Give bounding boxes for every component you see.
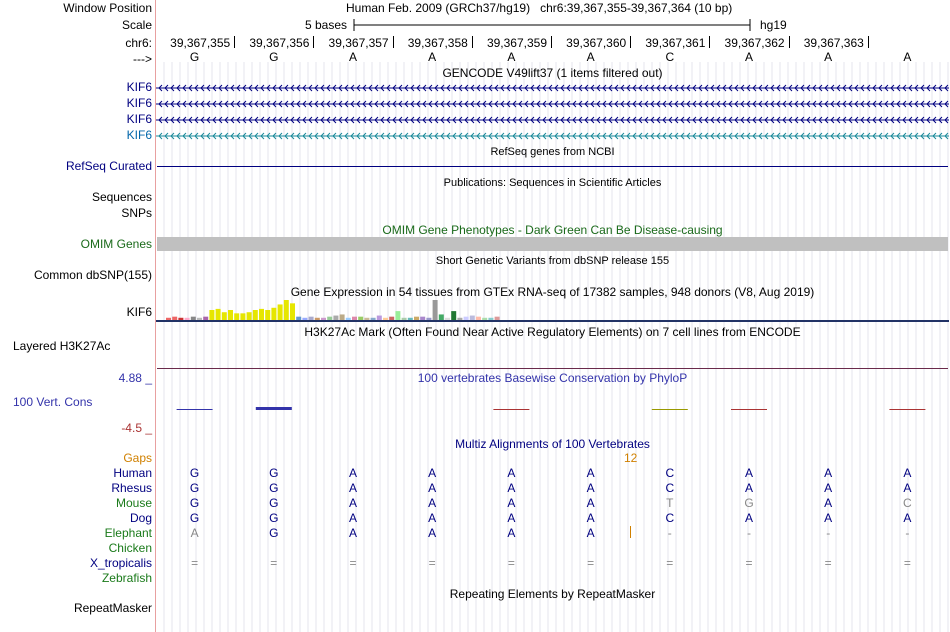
gtex-tissue-bar: [495, 317, 500, 320]
alignment-base: A: [824, 496, 833, 510]
ruler-tick: [551, 36, 552, 48]
omim-track-label[interactable]: OMIM Genes: [80, 237, 152, 251]
gtex-tissue-bar: [439, 314, 444, 320]
alignment-base: -: [747, 526, 751, 540]
alignment-base: G: [269, 526, 279, 540]
scale-bar: [353, 18, 753, 32]
ruler-position-label: 39,367,357: [328, 36, 389, 50]
alignment-base: A: [507, 466, 516, 480]
gtex-tissue-bar: [302, 318, 307, 320]
alignment-base: -: [905, 526, 910, 540]
gtex-tissue-bar: [464, 317, 469, 320]
refseq-line[interactable]: [157, 166, 948, 167]
gtex-tissue-bar: [414, 317, 419, 320]
phylop-score-mark: [889, 409, 925, 410]
gene-model-kif6: [156, 101, 949, 107]
alignment-base: A: [428, 496, 437, 510]
gtex-tissue-bar: [420, 317, 425, 320]
omim-track-title: OMIM Gene Phenotypes - Dark Green Can Be Disease-causing: [382, 223, 723, 237]
ruler-position-label: 39,367,359: [486, 36, 547, 50]
gtex-track-label[interactable]: KIF6: [126, 305, 152, 319]
gtex-tissue-bar: [197, 318, 202, 320]
alignment-base: =: [428, 556, 436, 570]
assembly-name: Human Feb. 2009 (GRCh37/hg19): [346, 1, 531, 15]
reference-base: A: [428, 50, 437, 64]
gtex-tissue-bar: [371, 318, 376, 320]
db-label: hg19: [760, 18, 787, 32]
ruler-position-label: 39,367,362: [724, 36, 785, 50]
refseq-track-title: RefSeq genes from NCBI: [490, 146, 615, 158]
gtex-tissue-bar: [253, 310, 258, 320]
reference-base: A: [903, 50, 912, 64]
repeatmasker-track-title: Repeating Elements by RepeatMasker: [449, 587, 656, 601]
ruler-position-label: 39,367,356: [249, 36, 310, 50]
reference-base: A: [586, 50, 595, 64]
alignment-base: =: [903, 556, 911, 570]
alignment-base: A: [348, 511, 357, 525]
gtex-tissue-bar: [247, 312, 252, 320]
gtex-tissue-bar: [216, 309, 221, 320]
gtex-tissue-bar: [457, 318, 462, 320]
gtex-tissue-bar: [284, 300, 289, 320]
position-readout: chr6:39,367,355-39,367,364 (10 bp): [540, 1, 733, 15]
alignment-base: =: [349, 556, 357, 570]
ruler-tick: [709, 36, 710, 48]
phylop-score-mark: [493, 409, 529, 410]
gtex-tissue-bar: [333, 316, 338, 320]
omim-feature-bar[interactable]: [157, 237, 948, 251]
alignment-base: A: [903, 511, 912, 525]
gtex-tissue-bar: [315, 318, 320, 320]
gtex-tissue-bar: [445, 318, 450, 320]
species-label-chicken[interactable]: Chicken: [108, 541, 152, 555]
alignment-base: G: [269, 466, 279, 480]
alignment-base: A: [586, 511, 595, 525]
species-label-human[interactable]: Human: [113, 466, 152, 480]
alignment-base: A: [744, 511, 753, 525]
dbsnp-track-label[interactable]: Common dbSNP(155): [33, 268, 152, 282]
h3k27ac-track-title: H3K27Ac Mark (Often Found Near Active Regulatory Elements) on 7 cell lines from ENCODE: [304, 325, 801, 339]
gtex-tissue-bar: [228, 310, 233, 320]
gtex-tissue-bar: [451, 311, 456, 320]
alignment-base: G: [189, 511, 200, 525]
reference-base: G: [189, 50, 200, 64]
publications-track-title: Publications: Sequences in Scientific Articles: [443, 177, 662, 189]
alignment-base: G: [269, 496, 279, 510]
phylop-max-label: 4.88 _: [118, 371, 152, 385]
alignment-base: A: [586, 466, 595, 480]
alignment-base: G: [269, 481, 279, 495]
gtex-tissue-bar: [358, 317, 363, 320]
species-label-dog[interactable]: Dog: [129, 511, 152, 525]
gtex-tissue-bar: [395, 311, 400, 320]
alignment-base: A: [744, 481, 753, 495]
gtex-tissue-bar: [426, 318, 431, 320]
alignment-base: G: [189, 481, 200, 495]
h3k27ac-baseline: [157, 368, 948, 369]
alignment-base: =: [666, 556, 674, 570]
alignment-base: A: [428, 511, 437, 525]
alignment-base: A: [428, 481, 437, 495]
alignment-base: C: [665, 466, 675, 480]
gtex-tissue-bar: [278, 304, 283, 320]
ruler-tick: [868, 36, 869, 48]
gene-model-kif6: [156, 85, 949, 91]
alignment-base: A: [586, 496, 595, 510]
publications-snps-label[interactable]: SNPs: [121, 206, 152, 220]
gtex-tissue-bar: [482, 318, 487, 320]
alignment-base: -: [667, 526, 672, 540]
alignment-base: A: [586, 481, 595, 495]
reference-base: A: [824, 50, 833, 64]
species-label-elephant[interactable]: Elephant: [104, 526, 152, 540]
gtex-tissue-bar: [234, 313, 239, 320]
alignment-base: A: [824, 466, 833, 480]
alignment-base: A: [507, 481, 516, 495]
alignment-base: A: [903, 466, 912, 480]
gtex-tissue-bar: [271, 308, 276, 320]
gtex-tissue-bar: [185, 318, 190, 320]
gtex-tissue-bar: [327, 317, 332, 320]
alignment-base: A: [824, 511, 833, 525]
alignment-base: =: [745, 556, 753, 570]
gene-label-kif6[interactable]: KIF6: [126, 80, 152, 94]
ruler-position-label: 39,367,361: [645, 36, 706, 50]
gtex-tissue-bar: [377, 316, 382, 320]
alignment-base: =: [191, 556, 199, 570]
gtex-tissue-bar: [296, 317, 301, 320]
reference-base: A: [348, 50, 357, 64]
gap-marker: [630, 526, 631, 538]
gtex-tissue-bar: [321, 318, 326, 320]
gtex-tissue-bar: [433, 300, 438, 320]
gtex-tissue-bar: [240, 313, 245, 320]
ruler-tick: [393, 36, 394, 48]
gtex-tissue-bar: [408, 318, 413, 320]
alignment-base: T: [666, 496, 674, 510]
alignment-base: C: [903, 496, 912, 510]
alignment-base: =: [270, 556, 278, 570]
alignment-base: A: [744, 466, 753, 480]
gtex-tissue-bar: [470, 316, 475, 320]
alignment-base: A: [507, 526, 516, 540]
h3k27ac-track-label[interactable]: Layered H3K27Ac: [13, 339, 111, 353]
phylop-score-mark: [731, 409, 767, 410]
species-label-x-tropicalis[interactable]: X_tropicalis: [89, 556, 152, 570]
assembly-title: [346, 1, 732, 15]
alignment-base: G: [744, 496, 754, 510]
alignment-base: A: [903, 481, 912, 495]
phylop-score-mark: [177, 409, 213, 410]
gene-model-kif6: [156, 133, 949, 139]
refseq-track-label[interactable]: RefSeq Curated: [65, 159, 152, 173]
alignment-base: A: [428, 526, 437, 540]
alignment-base: A: [190, 526, 199, 540]
gtex-tissue-bar: [340, 314, 345, 320]
phylop-scores[interactable]: [156, 400, 949, 420]
scale-label: Scale: [121, 18, 152, 32]
scale-text: 5 bases: [305, 18, 348, 32]
gene-label-kif6[interactable]: KIF6: [126, 128, 152, 142]
ruler-position-label: 39,367,355: [170, 36, 231, 50]
alignment-base: C: [665, 481, 675, 495]
gtex-tissue-bar: [346, 318, 351, 320]
alignment-base: A: [586, 526, 595, 540]
gtex-tissue-bar: [222, 312, 227, 320]
species-label-rhesus[interactable]: Rhesus: [111, 481, 152, 495]
chrom-label: chr6:: [125, 36, 152, 50]
gtex-tissue-bar: [488, 318, 493, 320]
phylop-score-mark: [256, 407, 292, 410]
alignment-base: A: [348, 466, 357, 480]
alignment-base: =: [507, 556, 515, 570]
ruler-tick: [472, 36, 473, 48]
gtex-tissue-bar: [352, 317, 357, 320]
reference-base: C: [665, 50, 675, 64]
species-label-mouse[interactable]: Mouse: [115, 496, 152, 510]
reference-base: A: [507, 50, 516, 64]
gtex-tissue-bar: [476, 317, 481, 320]
gtex-tissue-bar: [259, 309, 264, 320]
alignment-base: A: [428, 466, 437, 480]
ruler-tick: [789, 36, 790, 48]
phylop-min-label: -4.5 _: [121, 421, 152, 435]
phylop-track-title: 100 vertebrates Basewise Conservation by PhyloP: [417, 371, 688, 385]
alignment-base: A: [348, 526, 357, 540]
gene-model-kif6: [156, 117, 949, 123]
alignment-base: A: [348, 481, 357, 495]
gtex-track-title: Gene Expression in 54 tissues from GTEx RNA-seq of 17382 samples, 948 donors (V8, Aug 2019): [290, 285, 815, 299]
gaps-label: Gaps: [123, 451, 152, 465]
gtex-tissue-bar: [383, 318, 388, 320]
alignment-base: G: [189, 466, 200, 480]
alignment-base: A: [507, 496, 516, 510]
alignment-base: -: [826, 526, 831, 540]
ruler-position-label: 39,367,358: [407, 36, 468, 50]
ruler-position-label: 39,367,363: [803, 36, 864, 50]
ruler-tick: [234, 36, 235, 48]
gtex-tissue-bar: [166, 318, 171, 320]
gencode-gene-models[interactable]: [156, 80, 949, 144]
gtex-tissue-bar: [265, 310, 270, 320]
alignment-base: A: [507, 511, 516, 525]
reference-base: A: [744, 50, 753, 64]
gtex-tissue-bar: [364, 318, 369, 320]
gene-label-kif6[interactable]: KIF6: [126, 112, 152, 126]
gtex-tissue-bar: [178, 318, 183, 320]
gap-count: 12: [624, 451, 638, 465]
ruler-tick: [313, 36, 314, 48]
reference-base: G: [269, 50, 279, 64]
gtex-tissue-bar: [402, 318, 407, 320]
alignment-base: G: [189, 496, 200, 510]
species-label-zebrafish[interactable]: Zebrafish: [101, 571, 152, 585]
ruler-tick: [630, 36, 631, 48]
phylop-score-mark: [652, 409, 688, 410]
gtex-tissue-bar: [290, 303, 295, 320]
alignment-base: =: [587, 556, 595, 570]
alignment-base: A: [824, 481, 833, 495]
alignment-base: =: [824, 556, 832, 570]
track-label-column: [0, 0, 155, 632]
publications-sequences-label[interactable]: Sequences: [91, 190, 152, 204]
gencode-track-title: GENCODE V49lift37 (1 items filtered out): [442, 66, 663, 80]
gtex-tissue-bar: [209, 310, 214, 320]
strand-label: --->: [133, 52, 152, 66]
gtex-tissue-bar: [389, 317, 394, 320]
phylop-track-label[interactable]: 100 Vert. Cons: [13, 395, 93, 409]
gtex-tissue-bar: [172, 317, 177, 320]
multiz-track-title: Multiz Alignments of 100 Vertebrates: [455, 437, 650, 451]
gtex-tissue-bar: [191, 317, 196, 320]
alignment-base: A: [348, 496, 357, 510]
gene-label-kif6[interactable]: KIF6: [126, 96, 152, 110]
ruler-position-label: 39,367,360: [566, 36, 627, 50]
gtex-tissue-bar: [203, 317, 208, 320]
repeatmasker-track-label[interactable]: RepeatMasker: [73, 601, 152, 615]
gtex-tissue-bar: [309, 317, 314, 320]
window-position-label: Window Position: [63, 1, 152, 15]
gtex-expression-bars[interactable]: [156, 298, 949, 323]
alignment-base: C: [665, 511, 675, 525]
dbsnp-track-title: Short Genetic Variants from dbSNP release 155: [435, 255, 670, 267]
alignment-base: G: [269, 511, 279, 525]
